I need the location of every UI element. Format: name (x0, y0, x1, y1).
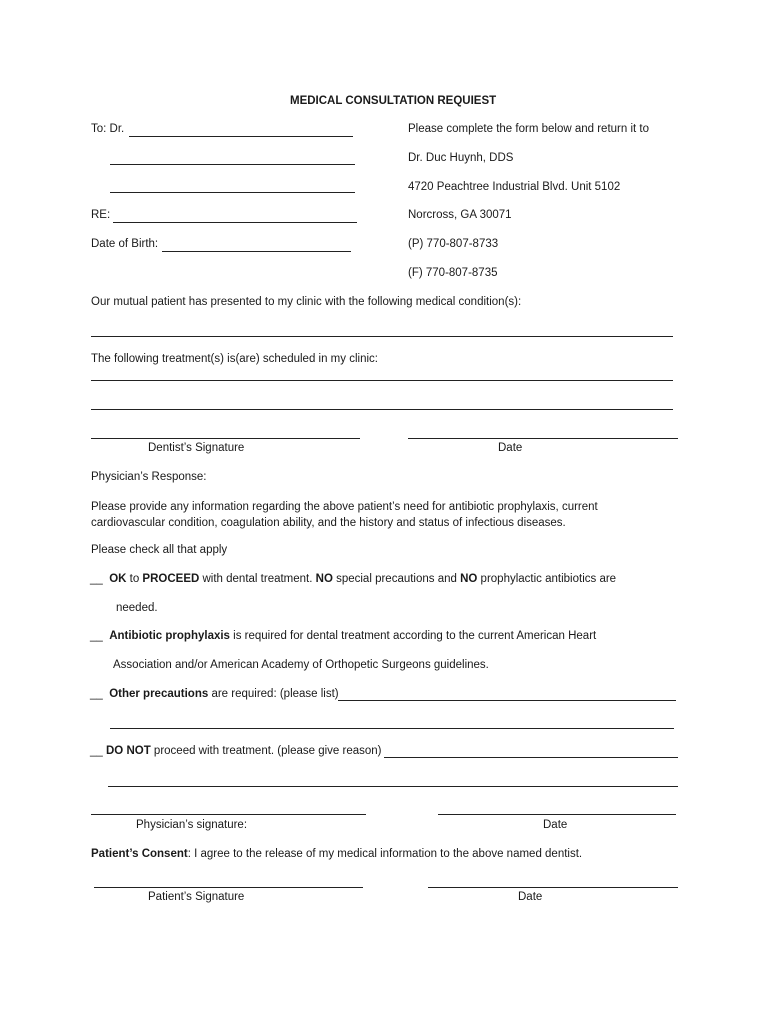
option-bold: OK (109, 573, 127, 585)
check-all-label: Please check all that apply (91, 544, 228, 556)
antibiotic-checkbox[interactable]: __ (90, 630, 103, 642)
to-dr-address-line-2[interactable] (110, 192, 355, 193)
to-dr-field[interactable] (129, 136, 353, 137)
dentist-signature-label: Dentist’s Signature (148, 442, 245, 454)
physician-signature-field[interactable] (91, 814, 366, 815)
doctor-name: Dr. Duc Huynh, DDS (408, 152, 514, 164)
condition-field[interactable] (91, 336, 673, 337)
dob-field[interactable] (162, 251, 351, 252)
patient-date-label: Date (518, 891, 543, 903)
do-not-proceed-checkbox[interactable]: __ (90, 745, 103, 757)
antibiotic-option (90, 630, 596, 642)
physician-date-field[interactable] (438, 814, 676, 815)
re-field[interactable] (113, 222, 357, 223)
do-not-proceed-option (90, 745, 382, 757)
other-precautions-field-1[interactable] (338, 700, 676, 701)
to-dr-address-line-1[interactable] (110, 164, 355, 165)
option-text: with dental treatment. (199, 573, 316, 585)
consent-text: : I agree to the release of my medical information to the above named dentist. (187, 848, 583, 860)
to-dr-label: To: Dr. (91, 123, 125, 135)
option-text: are required: (please list) (208, 688, 339, 700)
dentist-date-field[interactable] (408, 438, 678, 439)
option-bold: NO (315, 573, 333, 585)
treatment-field-1[interactable] (91, 380, 673, 381)
option-bold: DO NOT (106, 745, 151, 757)
option-text: prophylactic antibiotics are (477, 573, 617, 585)
condition-prompt: Our mutual patient has presented to my clinic with the following medical condition(s): (91, 296, 522, 308)
fax-number: (F) 770-807-8735 (408, 267, 498, 279)
do-not-proceed-field-2[interactable] (108, 786, 678, 787)
address-line-2: Norcross, GA 30071 (408, 209, 512, 221)
option-bold: PROCEED (142, 573, 200, 585)
do-not-proceed-field-1[interactable] (384, 757, 678, 758)
ok-proceed-continuation: needed. (116, 602, 158, 614)
consent-bold: Patient’s Consent (91, 848, 188, 860)
option-text: proceed with treatment. (please give reason) (150, 745, 382, 757)
patient-consent (91, 848, 582, 860)
return-instructions: Please complete the form below and return it to (408, 123, 649, 135)
dentist-date-label: Date (498, 442, 523, 454)
option-text: to (126, 573, 143, 585)
option-bold: NO (460, 573, 478, 585)
patient-date-field[interactable] (428, 887, 678, 888)
physician-request-text: Please provide any information regarding the above patient’s need for antibiotic prophylaxis, current cardiovascular condition, coagulation ability, and the history and status of infectious diseases. (91, 501, 598, 529)
phone-number: (P) 770-807-8733 (408, 238, 499, 250)
dob-label: Date of Birth: (91, 238, 159, 250)
patient-signature-label: Patient’s Signature (148, 891, 245, 903)
physician-response-label: Physician’s Response: (91, 471, 207, 483)
other-precautions-option (90, 688, 339, 700)
address-line-1: 4720 Peachtree Industrial Blvd. Unit 5102 (408, 181, 621, 193)
patient-signature-field[interactable] (94, 887, 363, 888)
option-text: is required for dental treatment according to the current American Heart (229, 630, 597, 642)
treatment-field-2[interactable] (91, 409, 673, 410)
option-bold: Antibiotic prophylaxis (109, 630, 230, 642)
ok-proceed-option (90, 573, 616, 585)
option-text: special precautions and (332, 573, 461, 585)
ok-proceed-checkbox[interactable]: __ (90, 573, 103, 585)
physician-signature-label: Physician’s signature: (136, 819, 248, 831)
option-bold: Other precautions (109, 688, 209, 700)
physician-date-label: Date (543, 819, 568, 831)
re-label: RE: (91, 209, 111, 221)
dentist-signature-field[interactable] (91, 438, 360, 439)
other-precautions-checkbox[interactable]: __ (90, 688, 103, 700)
antibiotic-continuation: Association and/or American Academy of Orthopetic Surgeons guidelines. (113, 659, 489, 671)
other-precautions-field-2[interactable] (110, 728, 674, 729)
treatment-prompt: The following treatment(s) is(are) scheduled in my clinic: (91, 353, 378, 365)
page-title: MEDICAL CONSULTATION REQUIEST (290, 95, 497, 107)
